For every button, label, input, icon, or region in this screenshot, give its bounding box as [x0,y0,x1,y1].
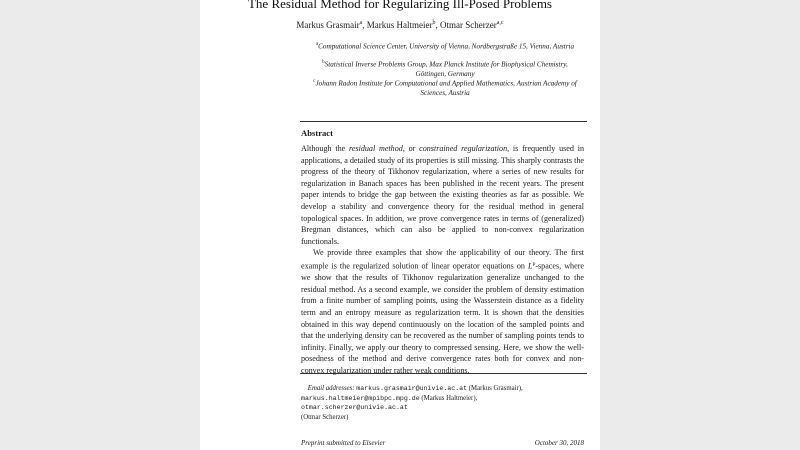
affiliation [310,40,580,52]
abstract-top-rule [300,121,587,122]
affiliation-text: Statistical Inverse Problems Group, Max Planck Institute for Biophysical Chemistry, Göttingen, Germany [324,60,568,78]
author-name: Otmar Scherzer [440,20,497,30]
author-name: Markus Haltmeier [366,20,433,30]
affiliation-mark: c [313,79,316,84]
affiliation [310,77,580,98]
email-link[interactable]: markus.haltmeier@mpibpc.mpg.de [301,394,420,402]
paper-page [200,0,600,450]
author-affiliation-mark: b [432,20,436,26]
footnote-emails: Email addresses: markus.grasmair@univie.ac.at (Markus Grasmair), markus.haltmeier@mpibpc.mpg.de (Markus Haltmeier), otmar.scherzer@univie.ac.at (Otmar Scherzer) [301,385,523,422]
author-affiliation-mark: a [359,20,363,26]
author-list: Markus Grasmair$^a$, Markus Haltmeier$^b$, Otmar Scherzer$^{a,c}$ [296,20,504,30]
abstract-paragraph-2: We provide three examples that show the applicability of our theory. The first example is the regularized solution of linear operator equations on $L^p$-spaces, where we show that the results of Tikhonov regularization generalize unchanged to the residual method. As a second example, we consider the problem of density estimation from a finite number of sampling points, using the Wasserstein distance as a fidelity term and an entropy measure as regularization term. It is shown that the densities obtained in this way depend continuously on the location of the sampled points and that the underlying density can be recovered as the number of sampling points tends to infinity. Finally, we apply our theory to compressed sensing. Here, we show the well-posedness of the method and derive convergence rates both for convex and non-convex regularization under rather weak conditions. [301,248,584,375]
abstract-paragraph-1: Although the residual method, or constrained regularization, is frequently used in applications, a detailed study of its properties is still missing. This sharply contrasts the progress of the theory of Tikhonov regularization, where a series of new results for regularization in Banach spaces has been published in the recent years. The present paper intends to bridge the gap between the existing theories as far as possible. We develop a stability and convergence theory for the residual method in general topological spaces. In addition, we prove convergence rates in terms of (generalized) Bregman distances, which can also be applied to non-convex regularization functionals. [301,144,584,246]
affiliation-mark: b [322,60,325,65]
abstract-bottom-rule [300,373,587,374]
affiliation-text: Computational Science Center, University of Vienna, Nordbergstraße 15, Vienna, Austria [318,42,575,51]
footnote-label: Email addresses: [307,385,355,392]
email-link[interactable]: markus.grasmair@univie.ac.at [356,385,468,392]
author-name: Markus Grasmair [296,20,360,30]
paper-title: The Residual Method for Regularizing Ill-Posed Problems [247,0,552,11]
author-affiliation-mark: a,c [496,20,504,26]
preprint-note: Preprint submitted to Elsevier [301,439,386,447]
preprint-date: October 30, 2018 [534,439,584,447]
affiliation-text: Johann Radon Institute for Computational and Applied Mathematics, Austrian Academy of Sciences, Austria [315,79,577,97]
emphasis-residual-method: residual method [349,144,403,153]
affiliation-mark: a [315,42,319,47]
abstract-body [301,143,584,377]
email-link[interactable]: otmar.scherzer@univie.ac.at [301,404,408,412]
emphasis-constrained-regularization: constrained regularization [419,144,508,153]
abstract-heading: Abstract [301,128,333,138]
affiliation [310,58,580,79]
